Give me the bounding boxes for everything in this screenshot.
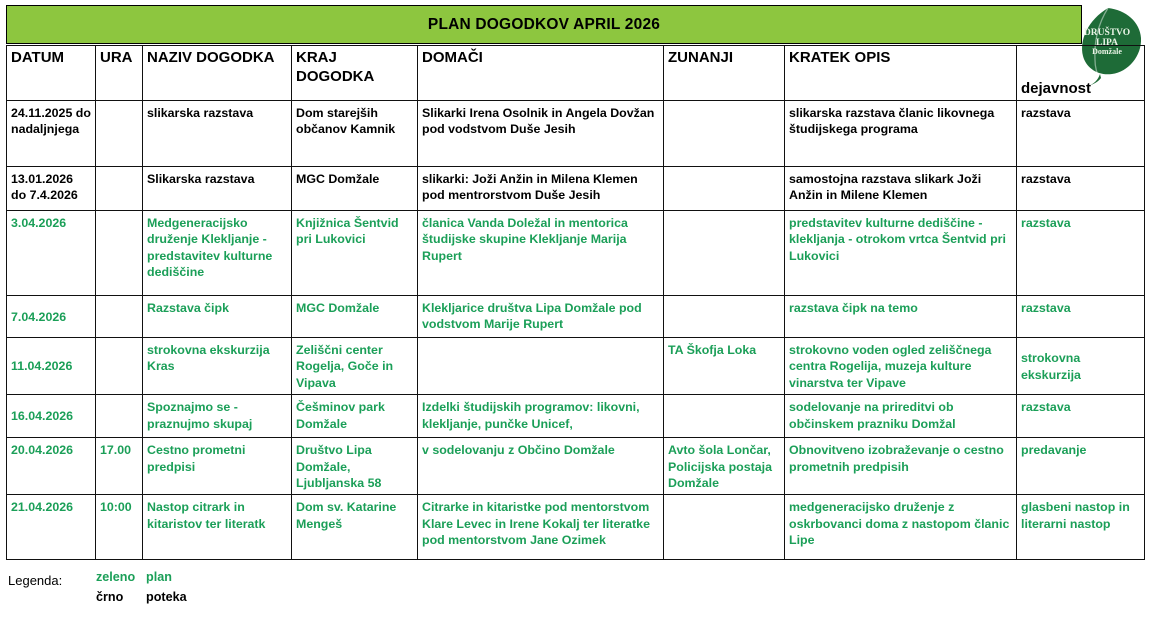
page-title: PLAN DOGODKOV APRIL 2026 [427, 15, 661, 33]
cell-naziv: Nastop citrark in kitaristov ter literatk [143, 495, 292, 560]
cell-datum: 20.04.2026 [7, 438, 96, 495]
cell-naziv: Medgeneracijsko druženje Klekljanje - predstavitev kulturne dediščine [143, 211, 292, 296]
cell-opis: razstava čipk na temo [785, 296, 1017, 338]
cell-kraj: MGC Domžale [292, 167, 418, 211]
cell-datum: 13.01.2026 do 7.4.2026 [7, 167, 96, 211]
cell-domaci: Citrarke in kitaristke pod mentorstvom Klare Levec in Irene Kokalj ter literatke pod mentorstvom Jane Ozimek [418, 495, 664, 560]
column-header-domaci: DOMAČI [418, 46, 664, 101]
column-header-kraj-dogodka [292, 46, 418, 101]
column-header-kraj-line1: KRAJ [296, 49, 337, 66]
cell-kraj: Knjižnica Šentvid pri Lukovici [292, 211, 418, 296]
cell-dejavnost: strokovna ekskurzija [1017, 338, 1145, 395]
table-row [7, 296, 1145, 338]
cell-datum: 21.04.2026 [7, 495, 96, 560]
cell-domaci: Izdelki študijskih programov: likovni, klekljanje, punčke Unicef, [418, 395, 664, 438]
cell-ura [96, 211, 143, 296]
cell-zunanji: Avto šola Lončar, Policijska postaja Domžale [664, 438, 785, 495]
cell-dejavnost: razstava [1017, 296, 1145, 338]
cell-kraj: Dom starejših občanov Kamnik [292, 101, 418, 167]
cell-ura: 10:00 [96, 495, 143, 560]
table-row [7, 495, 1145, 560]
column-header-kratek-opis: KRATEK OPIS [785, 46, 1017, 101]
table-row [7, 338, 1145, 395]
cell-ura: 17.00 [96, 438, 143, 495]
cell-domaci [418, 338, 664, 395]
cell-domaci: Klekljarice društva Lipa Domžale pod vodstvom Marije Rupert [418, 296, 664, 338]
legend-color-word-black: črno [96, 590, 124, 604]
cell-zunanji [664, 211, 785, 296]
cell-naziv: strokovna ekskurzija Kras [143, 338, 292, 395]
cell-domaci: Slikarki Irena Osolnik in Angela Dovžan pod vodstvom Duše Jesih [418, 101, 664, 167]
table-row [7, 167, 1145, 211]
cell-ura [96, 395, 143, 438]
cell-datum: 16.04.2026 [7, 395, 96, 438]
legend-color-word-green: zeleno [96, 570, 136, 584]
cell-kraj: Češminov park Domžale [292, 395, 418, 438]
cell-domaci: slikarki: Joži Anžin in Milena Klemen pod mentrorstvom Duše Jesih [418, 167, 664, 211]
cell-domaci: v sodelovanju z Občino Domžale [418, 438, 664, 495]
cell-dejavnost: predavanje [1017, 438, 1145, 495]
legend-meaning-green: plan [146, 570, 172, 584]
column-header-zunanji: ZUNANJI [664, 46, 785, 101]
cell-dejavnost: razstava [1017, 101, 1145, 167]
plan-title-banner [6, 5, 1082, 44]
cell-dejavnost: razstava [1017, 211, 1145, 296]
table-row [7, 101, 1145, 167]
column-header-kraj-line2: DOGODKA [296, 68, 375, 86]
column-header-ura: URA [96, 46, 143, 101]
logo-line1: DRUŠTVO [1083, 28, 1131, 38]
cell-opis: medgeneracijsko druženje z oskrbovanci doma z nastopom članic Lipe [785, 495, 1017, 560]
events-plan-table [6, 45, 1145, 560]
cell-datum: 3.04.2026 [7, 211, 96, 296]
column-header-dejavnost: dejavnost [1017, 46, 1145, 101]
cell-opis: Obnovitveno izobraževanje o cestno prometnih predpisih [785, 438, 1017, 495]
cell-kraj: Zeliščni center Rogelja, Goče in Vipava [292, 338, 418, 395]
cell-opis: strokovno voden ogled zeliščnega centra Rogelija, muzeja kulture vinarstva ter Vipave [785, 338, 1017, 395]
table-row [7, 438, 1145, 495]
cell-naziv: Razstava čipk [143, 296, 292, 338]
cell-zunanji [664, 167, 785, 211]
cell-ura [96, 338, 143, 395]
cell-datum: 11.04.2026 [7, 338, 96, 395]
legend-label: Legenda: [8, 573, 63, 588]
cell-kraj: Društvo Lipa Domžale, Ljubljanska 58 [292, 438, 418, 495]
column-header-naziv-dogodka: NAZIV DOGODKA [143, 46, 292, 101]
cell-kraj: Dom sv. Katarine Mengeš [292, 495, 418, 560]
table-header-row [7, 46, 1145, 101]
cell-domaci: članica Vanda Doležal in mentorica študijske skupine Klekljanje Marija Rupert [418, 211, 664, 296]
cell-zunanji [664, 101, 785, 167]
cell-naziv: slikarska razstava [143, 101, 292, 167]
cell-kraj: MGC Domžale [292, 296, 418, 338]
legend-meaning-black: poteka [146, 590, 187, 604]
cell-ura [96, 296, 143, 338]
cell-datum: 24.11.2025 do nadaljnjega [7, 101, 96, 167]
table-row [7, 211, 1145, 296]
cell-dejavnost: razstava [1017, 167, 1145, 211]
cell-opis: slikarska razstava članic likovnega študijskega programa [785, 101, 1017, 167]
cell-ura [96, 101, 143, 167]
cell-opis: sodelovanje na prireditvi ob občinskem prazniku Domžal [785, 395, 1017, 438]
logo-line2: LIPA [1096, 38, 1118, 48]
cell-zunanji [664, 296, 785, 338]
cell-ura [96, 167, 143, 211]
cell-dejavnost: razstava [1017, 395, 1145, 438]
cell-datum: 7.04.2026 [7, 296, 96, 338]
cell-dejavnost: glasbeni nastop in literarni nastop [1017, 495, 1145, 560]
cell-naziv: Slikarska razstava [143, 167, 292, 211]
cell-opis: predstavitev kulturne dediščine - klekljanja - otrokom vrtca Šentvid pri Lukovici [785, 211, 1017, 296]
column-header-datum: DATUM [7, 46, 96, 101]
cell-opis: samostojna razstava slikark Joži Anžin in Milene Klemen [785, 167, 1017, 211]
cell-zunanji [664, 495, 785, 560]
cell-naziv: Cestno prometni predpisi [143, 438, 292, 495]
cell-naziv: Spoznajmo se - praznujmo skupaj [143, 395, 292, 438]
cell-zunanji [664, 395, 785, 438]
logo-line3: Domžale [1092, 47, 1122, 56]
cell-zunanji: TA Škofja Loka [664, 338, 785, 395]
table-row [7, 395, 1145, 438]
